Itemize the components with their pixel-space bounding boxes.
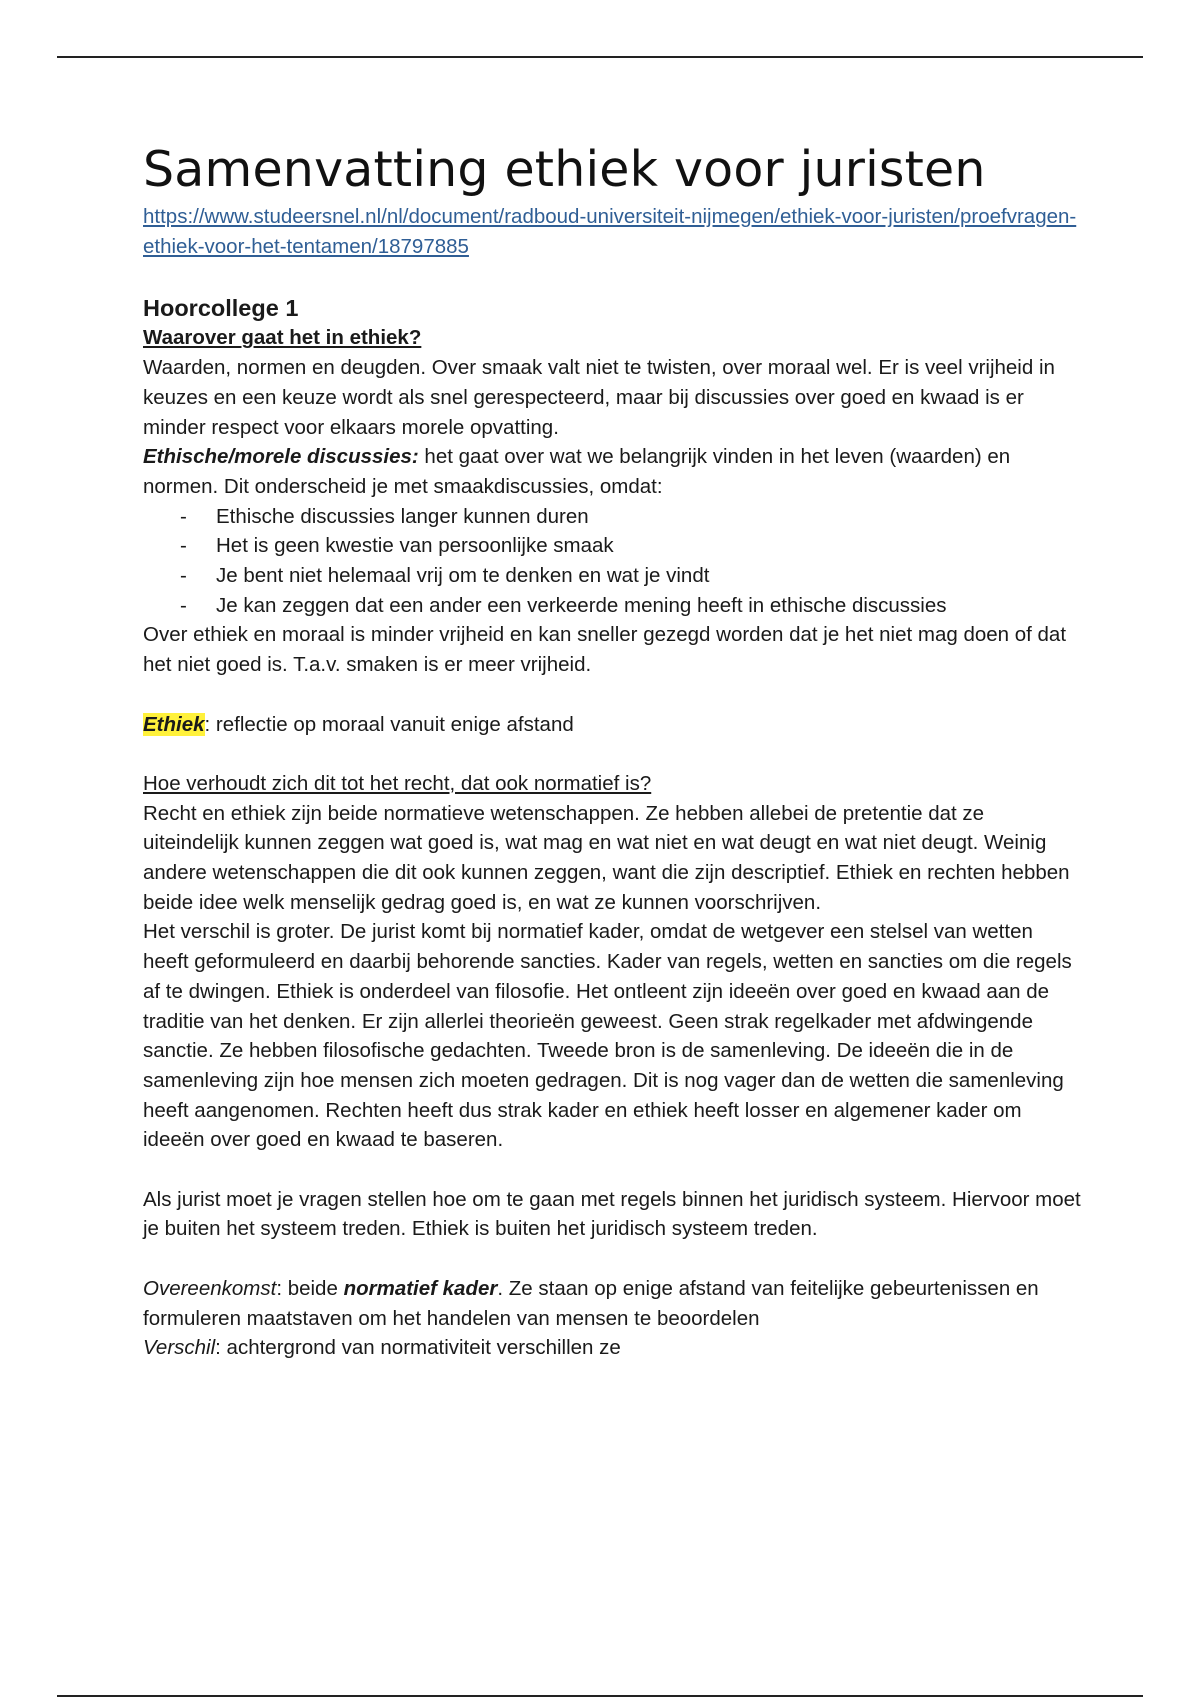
discussion-list	[143, 502, 1083, 621]
paragraph-2	[143, 442, 1083, 501]
list-item: - Je kan zeggen dat een ander een verkeerde mening heeft in ethische discussies	[178, 591, 1083, 621]
ethiek-term: Ethiek	[143, 712, 205, 736]
paragraph-1: Waarden, normen en deugden. Over smaak valt niet te twisten, over moraal wel. Er is veel vrijheid in keuzes en een keuze wordt als snel gerespecteerd, maar bij discussies over goed en kwaad is er minder respect voor elkaars morele opvatting.	[143, 356, 1055, 439]
bottom-page-rule	[57, 1695, 1143, 1697]
list-item: - Het is geen kwestie van persoonlijke smaak	[178, 531, 1083, 561]
paragraph-4: Recht en ethiek zijn beide normatieve wetenschappen. Ze hebben allebei de pretentie dat ze uiteindelijk kunnen zeggen wat goed is, wat mag en wat niet en wat deugt en wat niet deugt. Weinig andere wetenschappen die dit ook kunnen zeggen, want die zijn descriptief. Ethiek en rechten hebben beide idee welk menselijk gedrag goed is, en wat ze kunnen voorschrijven.	[143, 801, 1070, 914]
overeenkomst-post: . Ze staan op enige afstand van feitelijke gebeurtenissen en formuleren maatstaven om het handelen van mensen te beoordelen	[143, 1276, 1039, 1330]
paragraph-2-text: het gaat over wat we belangrijk vinden in het leven (waarden) en normen. Dit onderscheid je met smaakdiscussies, omdat:	[143, 445, 1011, 498]
overeenkomst-paragraph	[143, 1274, 1083, 1333]
verschil-label: Verschil	[143, 1336, 216, 1360]
section-heading: Hoorcollege 1	[143, 295, 299, 322]
overeenkomst-label: Overeenkomst	[143, 1276, 277, 1300]
question-heading: Hoe verhoudt zich dit tot het recht, dat ook normatief is?	[143, 771, 652, 795]
verschil-paragraph	[143, 1333, 1083, 1363]
list-item: - Je bent niet helemaal vrij om te denken en wat je vindt	[178, 561, 1083, 591]
overeenkomst-pre: : beide	[276, 1276, 344, 1300]
document-title: Samenvatting ethiek voor juristen	[143, 141, 986, 198]
verschil-text: : achtergrond van normativiteit verschillen ze	[215, 1336, 621, 1360]
subheading: Waarover gaat het in ethiek?	[143, 326, 422, 350]
ethiek-definition-text: : reflectie op moraal vanuit enige afstand	[204, 712, 574, 736]
top-page-rule	[57, 56, 1143, 58]
document-page	[143, 140, 1083, 1363]
ethiek-definition	[143, 710, 1083, 740]
paragraph-5: Het verschil is groter. De jurist komt bij normatief kader, omdat de wetgever een stelsel van wetten heeft geformuleerd en daarbij behorende sancties. Kader van regels, wetten en sancties om die regels af te dwingen. Ethiek is onderdeel van filosofie. Het ontleent zijn ideeën over goed en kwaad aan de traditie van het denken. Er zijn allerlei theorieën geweest. Geen strak regelkader met afdwingende sanctie. Ze hebben filosofische gedachten. Tweede bron is de samenleving. De ideeën die in de samenleving zijn hoe mensen zich moeten gedragen. Dit is nog vager dan de wetten die samenleving heeft aangenomen. Rechten heeft dus strak kader en ethiek heeft losser en algemener kader om ideeën over goed en kwaad te baseren.	[143, 920, 1072, 1152]
source-link[interactable]: https://www.studeersnel.nl/nl/document/radboud-universiteit-nijmegen/ethiek-voor-juristen/proefvragen-ethiek-voor-het-tentamen/18797885	[143, 205, 1077, 258]
paragraph-6: Als jurist moet je vragen stellen hoe om te gaan met regels binnen het juridisch systeem. Hiervoor moet je buiten het systeem treden. Ethiek is buiten het juridisch systeem treden.	[143, 1187, 1081, 1241]
list-item: - Ethische discussies langer kunnen duren	[178, 502, 1083, 532]
paragraph-2-term: Ethische/morele discussies:	[143, 445, 419, 469]
overeenkomst-bold: normatief kader	[343, 1276, 498, 1300]
paragraph-3: Over ethiek en moraal is minder vrijheid en kan sneller gezegd worden dat je het niet mag doen of dat het niet goed is. T.a.v. smaken is er meer vrijheid.	[143, 623, 1067, 677]
